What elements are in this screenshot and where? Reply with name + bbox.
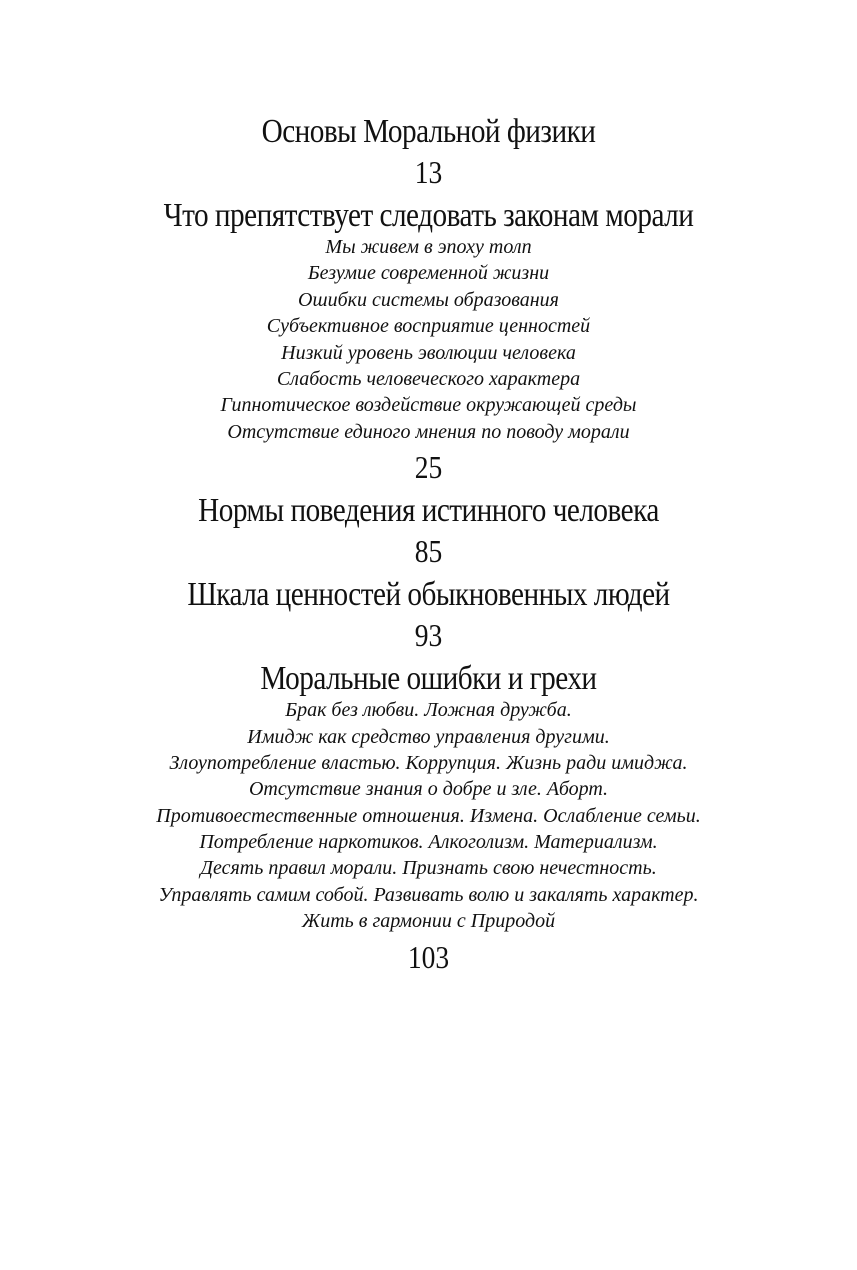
toc-subitems-part5 xyxy=(0,697,857,935)
toc-heading-part3: Нормы поведения истинного человека xyxy=(198,492,659,530)
toc-heading-part2: Что препятствует следовать законам морали xyxy=(163,197,694,234)
toc-subitem: Управлять самим собой. Развивать волю и закалять характер. xyxy=(158,883,699,906)
toc-subitem: Жить в гармонии с Природой xyxy=(301,910,556,933)
toc-subitem: Отсутствие знания о добре и зле. Аборт. xyxy=(248,778,609,801)
toc-subitem: Имидж как средство управления другими. xyxy=(247,725,610,748)
toc-subitem: Гипнотическое воздействие окружающей среды xyxy=(220,394,637,417)
table-of-contents xyxy=(0,112,857,981)
toc-heading-part5: Моральные ошибки и грехи xyxy=(260,660,597,698)
toc-subitem: Мы живем в эпоху толп xyxy=(325,236,532,258)
toc-subitem: Отсутствие единого мнения по поводу морали xyxy=(227,420,630,443)
toc-page-part4: 93 xyxy=(414,617,443,654)
toc-subitem: Слабость человеческого характера xyxy=(276,367,581,390)
toc-page-part3: 85 xyxy=(414,533,443,570)
toc-subitems-part2 xyxy=(0,234,857,445)
toc-subitem: Брак без любви. Ложная дружба. xyxy=(285,699,572,722)
toc-subitem: Низкий уровень эволюции человека xyxy=(281,341,576,364)
toc-page-part1: 13 xyxy=(414,154,443,190)
toc-heading-part1: Основы Моральной физики xyxy=(261,113,596,150)
toc-subitem: Субъективное восприятие ценностей xyxy=(266,315,591,338)
toc-subitem: Противоестественные отношения. Измена. Ослабление семьи. xyxy=(156,804,701,827)
toc-page-part2: 25 xyxy=(414,449,443,486)
toc-subitem: Злоупотребление властью. Коррупция. Жизнь ради имиджа. xyxy=(169,751,688,774)
toc-page-part5: 103 xyxy=(407,938,450,975)
toc-subitem: Потребление наркотиков. Алкоголизм. Материализм. xyxy=(199,831,658,854)
toc-heading-part4: Шкала ценностей обыкновенных людей xyxy=(187,576,670,614)
toc-subitem: Ошибки системы образования xyxy=(298,288,559,311)
toc-subitem: Десять правил морали. Признать свою нечестность. xyxy=(200,857,657,880)
toc-subitem: Безумие современной жизни xyxy=(307,262,550,285)
